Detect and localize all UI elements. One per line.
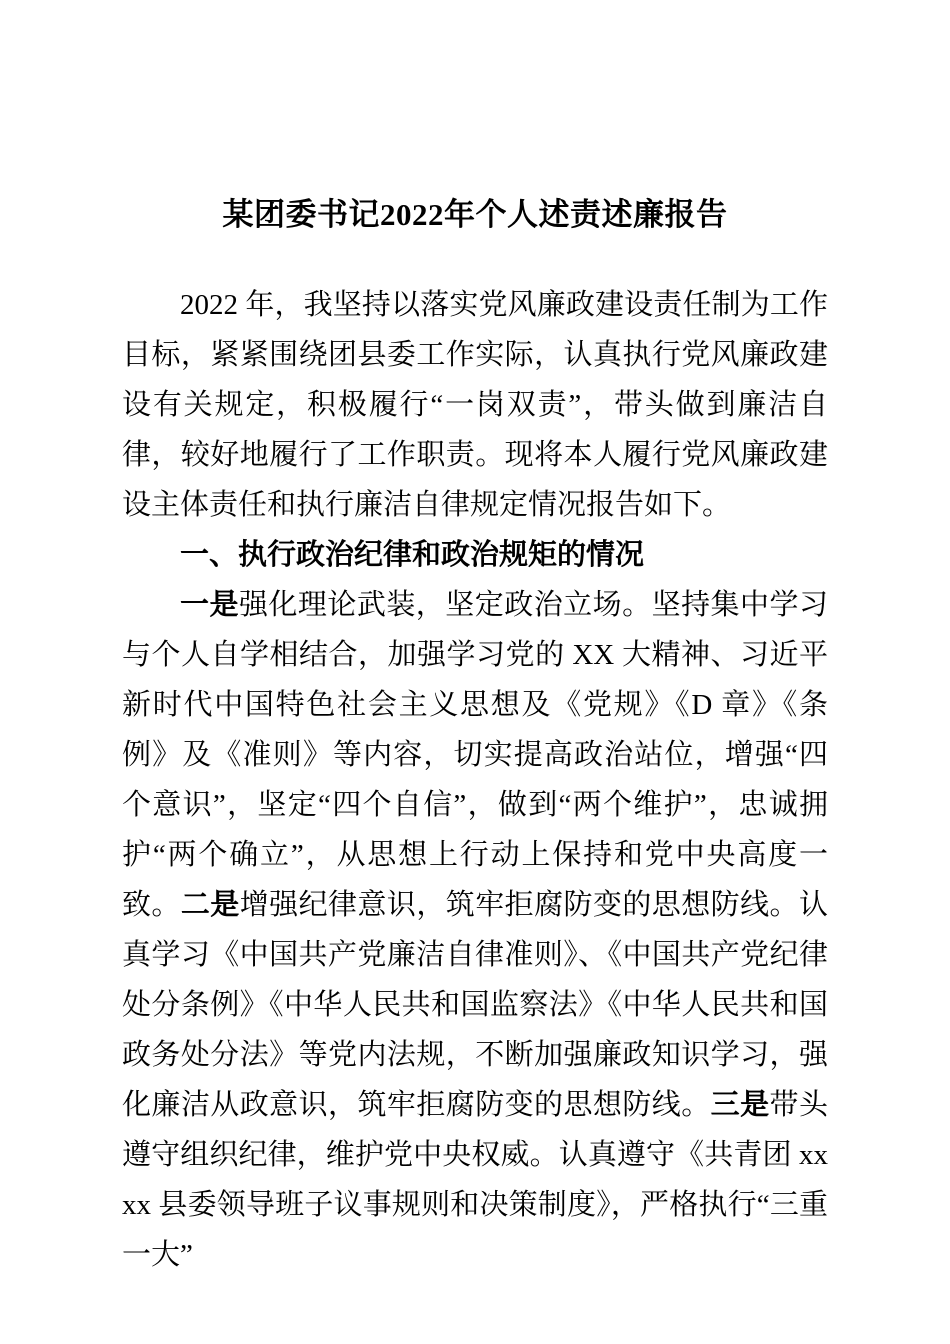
run-first-point-text: 强化理论武装，坚定政治立场。坚持集中学习与个人自学相结合，加强学习党的 XX 大精神、习近平新时代中国特色社会主义思想及《党规》《D 章》《条例》及《准则》等内容，切实提高政治站位，增强“四个意识”，坚定“四个自信”，做到“两个维护”，忠诚拥护“两个确立”，从思想上行动上保持和党中央高度一致。	[122, 589, 828, 921]
section-1-heading: 一、执行政治纪律和政治规矩的情况	[180, 539, 645, 571]
run-third-point-label: 三是	[710, 1089, 770, 1121]
intro-paragraph: 2022 年，我坚持以落实党风廉政建设责任制为工作目标，紧紧围绕团县委工作实际，认真执行党风廉政建设有关规定，积极履行“一岗双责”，带头做到廉洁自律，较好地履行了工作职责。现将本人履行党风廉政建设主体责任和执行廉洁自律规定情况报告如下。	[122, 289, 828, 521]
run-third-point-text: 带头遵守组织纪律，维护党中央权威。认真遵守《共青团 xxxx 县委领导班子议事规则和决策制度》，严格执行“三重一大”	[122, 1089, 828, 1271]
run-first-point-label: 一是	[180, 589, 239, 621]
document-title: 某团委书记2022年个人述责述廉报告	[222, 197, 728, 232]
run-second-point-text: 增强纪律意识，筑牢拒腐防变的思想防线。认真学习《中国共产党廉洁自律准则》、《中国共产党纪律处分条例》《中华人民共和国监察法》《中华人民共和国政务处分法》等党内法规，不断加强廉政知识学习，强化廉洁从政意识，筑牢拒腐防变的思想防线。	[122, 889, 828, 1121]
section-1-paragraph	[122, 580, 828, 1280]
run-second-point-label: 二是	[180, 889, 240, 921]
